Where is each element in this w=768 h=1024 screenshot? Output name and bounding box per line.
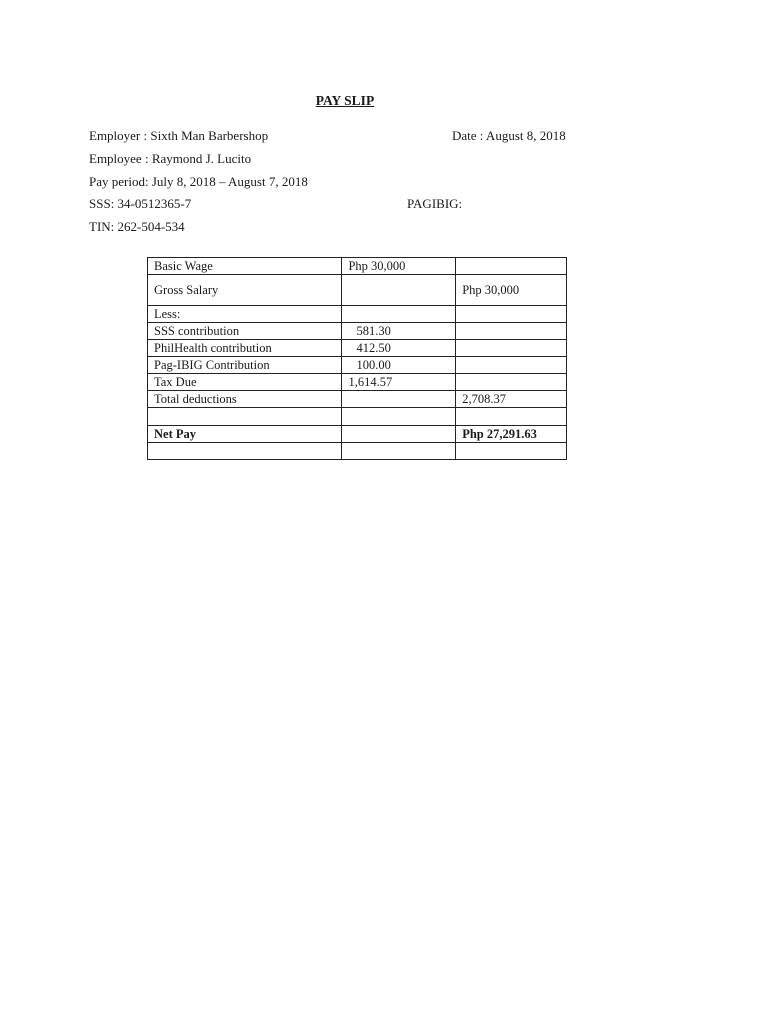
tax-amount: 1,614.57 [342, 374, 456, 391]
table-row-tax [148, 374, 567, 391]
employee-line: Employee : Raymond J. Lucito [89, 151, 252, 166]
net-pay-total: Php 27,291.63 [456, 426, 567, 443]
less-amount [342, 306, 456, 323]
gross-salary-label: Gross Salary [148, 275, 342, 306]
basic-wage-total [456, 258, 567, 275]
pay-table [147, 257, 567, 460]
table-row-basic-wage [148, 258, 567, 275]
tax-label: Tax Due [148, 374, 342, 391]
total-deductions-total: 2,708.37 [456, 391, 567, 408]
sss-total [456, 323, 567, 340]
gross-salary-total: Php 30,000 [456, 275, 567, 306]
net-pay-label: Net Pay [148, 426, 342, 443]
tax-total [456, 374, 567, 391]
table-row-pagibig [148, 357, 567, 374]
net-pay-amount [342, 426, 456, 443]
basic-wage-amount: Php 30,000 [342, 258, 456, 275]
date-line: Date : August 8, 2018 [452, 128, 566, 143]
table-row-net-pay [148, 426, 567, 443]
pagibig-label: Pag-IBIG Contribution [148, 357, 342, 374]
philhealth-total [456, 340, 567, 357]
table-row-less [148, 306, 567, 323]
philhealth-amount: 412.50 [342, 340, 456, 357]
table-row-total-deductions [148, 391, 567, 408]
table-row-spacer [148, 408, 567, 426]
less-total [456, 306, 567, 323]
table-row-empty [148, 443, 567, 460]
less-label: Less: [148, 306, 342, 323]
employer-line: Employer : Sixth Man Barbershop [89, 128, 269, 143]
sss-line: SSS: 34-0512365-7 [89, 196, 192, 211]
table-row-gross-salary [148, 275, 567, 306]
table-row-philhealth [148, 340, 567, 357]
pagibig-amount: 100.00 [342, 357, 456, 374]
pagibig-total [456, 357, 567, 374]
tin-line: TIN: 262-504-534 [89, 219, 185, 234]
total-deductions-amount [342, 391, 456, 408]
pagibig-line: PAGIBIG: [407, 196, 463, 211]
page-title: PAY SLIP [315, 93, 375, 108]
philhealth-label: PhilHealth contribution [148, 340, 342, 357]
basic-wage-label: Basic Wage [148, 258, 342, 275]
sss-amount: 581.30 [342, 323, 456, 340]
gross-salary-amount [342, 275, 456, 306]
total-deductions-label: Total deductions [148, 391, 342, 408]
sss-label: SSS contribution [148, 323, 342, 340]
table-row-sss [148, 323, 567, 340]
pay-period-line: Pay period: July 8, 2018 – August 7, 2018 [89, 174, 308, 189]
